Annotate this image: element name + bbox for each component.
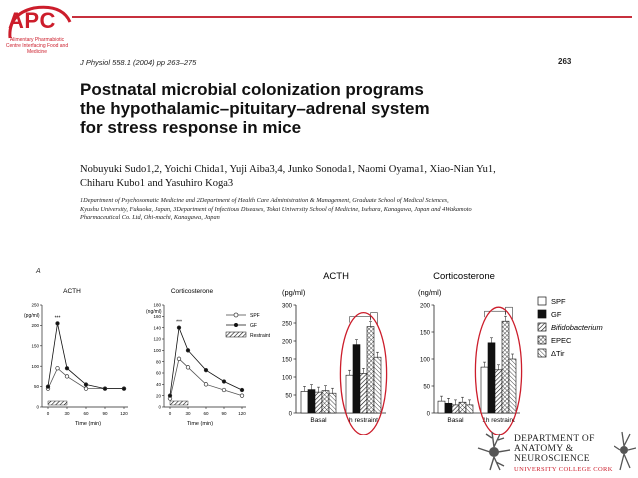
dept-badge-line: DEPARTMENT OF xyxy=(514,434,595,444)
neuron-icon xyxy=(474,428,514,472)
bar xyxy=(445,403,452,413)
chart-title: ACTH xyxy=(63,288,81,295)
bar xyxy=(488,343,495,413)
bar xyxy=(502,321,509,413)
legend-marker-open xyxy=(234,313,238,317)
neuron-icon xyxy=(614,428,636,472)
y-axis-label: (ng/ml) xyxy=(418,288,442,297)
bar-chart-corticosterone xyxy=(418,271,522,435)
y-tick-label: 50 xyxy=(285,393,292,400)
bar xyxy=(315,392,322,413)
paper-title-line: for stress response in mice xyxy=(80,118,302,137)
y-tick-label: 120 xyxy=(153,336,161,342)
y-tick-label: 80 xyxy=(155,359,161,365)
data-point xyxy=(186,366,190,370)
bar xyxy=(481,367,488,413)
page-number: 263 xyxy=(558,57,572,66)
y-tick-label: 20 xyxy=(155,393,161,399)
bar xyxy=(329,393,336,413)
x-tick-label: 60 xyxy=(83,411,89,416)
bar xyxy=(438,401,445,413)
category-label: Basal xyxy=(310,417,327,424)
authors-line: Nobuyuki Sudo1,2, Yoichi Chida1, Yuji Aiba3,4, Junko Sonoda1, Naomi Oyama1, Xiao-Nian Yu1, xyxy=(80,164,496,175)
y-tick-label: 250 xyxy=(31,302,39,308)
x-axis-label: Time (min) xyxy=(74,421,102,427)
y-tick-label: 180 xyxy=(153,302,161,308)
data-point xyxy=(177,357,181,361)
legend-marker-filled xyxy=(234,323,238,327)
authors-line: Chiharu Kubo1 and Yasuhiro Koga3 xyxy=(80,178,234,189)
y-tick-label: 200 xyxy=(31,323,39,328)
bar xyxy=(308,390,315,413)
data-point xyxy=(222,388,226,392)
data-point xyxy=(56,366,60,370)
y-tick-label: 50 xyxy=(423,384,430,391)
bar xyxy=(346,375,353,413)
legend-label: Restraint xyxy=(250,333,271,339)
y-tick-label: 150 xyxy=(281,357,292,364)
series-line xyxy=(48,323,124,388)
y-tick-label: 50 xyxy=(33,384,39,390)
bar xyxy=(322,391,329,413)
y-tick-label: 0 xyxy=(426,411,430,418)
x-tick-label: 0 xyxy=(168,411,172,416)
y-tick-label: 100 xyxy=(153,347,161,353)
significance-label: *** xyxy=(54,315,61,322)
y-tick-label: 0 xyxy=(36,404,39,410)
y-tick-label: 160 xyxy=(153,313,161,319)
data-point xyxy=(168,394,172,398)
apc-logo-subtitle: Alimentary Pharmabiotic Centre Interfacing Food and Medicine xyxy=(5,37,69,55)
x-axis-label: Time (min) xyxy=(186,421,214,427)
data-point xyxy=(65,375,69,379)
dept-badge-line: NEUROSCIENCE xyxy=(514,454,590,464)
bar xyxy=(360,373,367,413)
x-tick-label: 60 xyxy=(203,411,209,416)
y-tick-label: 300 xyxy=(281,303,292,310)
restraint-bar xyxy=(170,401,188,405)
data-point xyxy=(204,383,208,387)
x-tick-label: 30 xyxy=(185,411,191,416)
bar xyxy=(495,370,502,413)
bar xyxy=(466,405,473,413)
y-tick-label: 40 xyxy=(155,381,161,387)
significance-label: *** xyxy=(176,319,182,326)
y-tick-label: 200 xyxy=(281,339,292,346)
affiliation-line: 1Department of Psychosomatic Medicine and 2Department of Health Care Administration & Management, Graduate School of Medical Sciences, xyxy=(80,197,449,204)
legend-label: ΔTir xyxy=(551,349,565,358)
line-legend xyxy=(226,313,271,339)
legend-label: SPF xyxy=(551,297,566,306)
category-label: h restraint xyxy=(349,417,378,424)
legend-label: GF xyxy=(250,323,257,329)
affiliation-line: Kyushu University, Fukuoka, Japan, 3Department of Infectious Diseases, Tokai University School of Medicine, Isehara, Kanagawa, Japan and 4Wakamoto xyxy=(80,205,472,213)
bar-legend xyxy=(538,297,603,358)
y-axis-label: (pg/ml) xyxy=(282,288,306,297)
data-point xyxy=(103,387,107,391)
paper-title xyxy=(80,80,550,137)
category-label: 1h restraint xyxy=(482,417,515,424)
legend-swatch xyxy=(538,349,546,357)
legend-label: Bifidobacterium xyxy=(551,323,603,332)
header-rule xyxy=(72,16,632,18)
chart-title: Corticosterone xyxy=(433,271,495,282)
dept-badge-line: ANATOMY & xyxy=(514,444,574,454)
x-tick-label: 120 xyxy=(120,411,128,416)
paper-title-line: the hypothalamic–pituitary–adrenal system xyxy=(80,99,430,118)
chart-title: Corticosterone xyxy=(170,288,214,295)
apc-logo-text: APC xyxy=(8,8,56,33)
data-point xyxy=(240,394,244,398)
legend-label: GF xyxy=(551,310,562,319)
legend-label: EPEC xyxy=(551,336,572,345)
figure-panels xyxy=(0,265,638,435)
legend-swatch xyxy=(538,297,546,305)
data-point xyxy=(65,366,69,370)
bar xyxy=(367,327,374,413)
legend-swatch xyxy=(538,323,546,331)
legend-swatch xyxy=(538,336,546,344)
y-tick-label: 140 xyxy=(153,325,161,331)
affiliation-line: Pharmaceutical Co. Ltd, Ohi-machi, Kanagawa, Japan xyxy=(80,214,220,221)
data-point xyxy=(222,380,226,384)
y-tick-label: 100 xyxy=(419,357,430,364)
x-tick-label: 30 xyxy=(64,411,70,416)
x-tick-label: 0 xyxy=(46,411,50,416)
bar xyxy=(374,357,381,413)
y-tick-label: 200 xyxy=(419,303,430,310)
data-point xyxy=(240,388,244,392)
y-axis-label: (pg/ml) xyxy=(24,313,40,319)
y-tick-label: 60 xyxy=(155,370,161,376)
data-point xyxy=(204,368,208,372)
y-tick-label: 0 xyxy=(288,411,292,418)
y-tick-label: 150 xyxy=(31,343,39,349)
series-line xyxy=(170,359,242,399)
data-point xyxy=(84,383,88,387)
bar xyxy=(353,345,360,413)
dept-badge-institution: UNIVERSITY COLLEGE CORK xyxy=(514,466,613,473)
journal-citation: J Physiol 558.1 (2004) pp 263–275 xyxy=(80,58,197,67)
restraint-bar xyxy=(48,401,67,405)
x-tick-label: 90 xyxy=(221,411,227,416)
y-tick-label: 250 xyxy=(281,321,292,328)
legend-label: SPF xyxy=(250,313,260,319)
line-chart-corticosterone xyxy=(146,288,271,427)
y-tick-label: 100 xyxy=(281,375,292,382)
line-chart-acth xyxy=(24,288,128,427)
y-tick-label: 150 xyxy=(419,330,430,337)
bar xyxy=(509,359,516,413)
category-label: Basal xyxy=(447,417,464,424)
bar xyxy=(452,405,459,413)
data-point xyxy=(84,387,88,391)
dept-badge xyxy=(514,434,595,464)
y-tick-label: 0 xyxy=(158,404,161,410)
y-tick-label: 100 xyxy=(31,363,39,369)
data-point xyxy=(122,387,126,391)
data-point xyxy=(186,349,190,353)
x-tick-label: 90 xyxy=(102,411,108,416)
legend-swatch xyxy=(538,310,546,318)
paper-authors xyxy=(80,163,550,191)
y-axis-label: (ng/ml) xyxy=(146,309,162,315)
data-point xyxy=(177,326,181,330)
data-point xyxy=(46,385,50,389)
paper-title-line: Postnatal microbial colonization programs xyxy=(80,80,424,99)
bar xyxy=(459,402,466,413)
bar xyxy=(301,391,308,413)
chart-title: ACTH xyxy=(323,271,349,282)
x-tick-label: 120 xyxy=(238,411,246,416)
legend-swatch-restraint xyxy=(226,332,246,337)
data-point xyxy=(56,322,60,326)
figure-label: A xyxy=(36,268,41,275)
bar-chart-acth xyxy=(282,271,387,435)
paper-affiliations xyxy=(80,197,560,223)
